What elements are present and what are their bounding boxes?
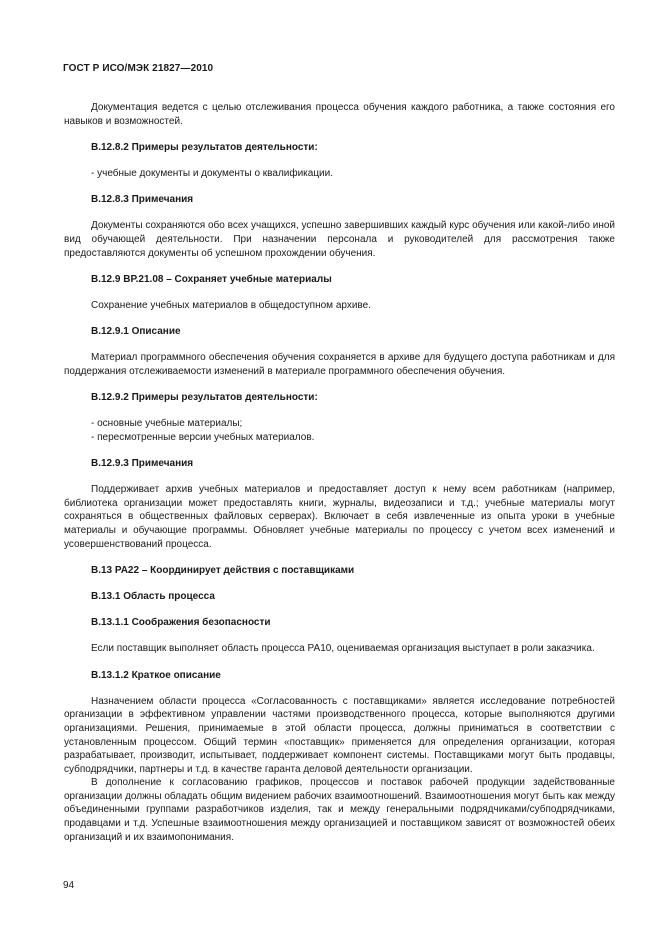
paragraph: Материал программного обеспечения обучения сохраняется в архиве для будущего доступа работникам и для поддержания отслеживаемости изменений в материале программного обеспечения обучения.: [64, 352, 615, 377]
paragraph: Назначением области процесса «Согласованность с поставщиками» является исследование потребностей организации в эффективном управлении частями производственного процесса, которые выполняются другими организациями. Решения, принимаемые в этой области процесса, должны приниматься в соответствии с установленным процессом. Общий термин «поставщик» применяется для определения организации, которая разрабатывает, производит, испытывает, поддерживает компонент системы. Поставщиками могут быть продавцы, субподрядчики, партнеры и т.д. в качестве гаранта деловой деятельности организации.: [64, 695, 615, 775]
section-heading: В.12.8.2 Примеры результатов деятельности:: [91, 141, 318, 153]
section-heading: В.13.1.2 Краткое описание: [91, 669, 221, 681]
section-heading: В.12.9.2 Примеры результатов деятельности:: [91, 392, 318, 404]
paragraph: Сохранение учебных материалов в общедоступном архиве.: [91, 299, 371, 311]
list-item: - учебные документы и документы о квалификации.: [91, 167, 334, 179]
section-heading: В.12.9 ВР.21.08 – Сохраняет учебные материалы: [91, 273, 332, 285]
paragraph: В дополнение к согласованию графиков, процессов и поставок рабочей продукции задействованные организации должны обладать общим видением рабочих взаимоотношений. Взаимоотношения могут быть как между объединенными группами разработчиков изделия, так и между генеральными подрядчиками/субподрядчиками, продавцами и т.д. Успешные взаимоотношения между организацией и поставщиком зависят от возможностей обеих организаций и их взаимопонимания.: [64, 777, 615, 843]
list-item: - основные учебные материалы;: [91, 418, 243, 430]
document-body: [64, 101, 615, 857]
section-heading: В.13.1.1 Соображения безопасности: [91, 617, 271, 629]
document-header: ГОСТ Р ИСО/МЭК 21827—2010: [63, 63, 214, 74]
section-heading: В.12.9.3 Примечания: [91, 458, 194, 470]
page-number: 94: [63, 880, 75, 891]
paragraph: Если поставщик выполняет область процесса РА10, оцениваемая организация выступает в роли заказчика.: [91, 643, 595, 655]
section-heading: В.13.1 Область процесса: [91, 590, 215, 602]
paragraph: Документы сохраняются обо всех учащихся, успешно завершивших каждый курс обучения или какой-либо иной вид обучающей деятельности. При назначении персонала и руководителей для рассмотрения также предоставляются документы об успешном прохождении обучения.: [64, 220, 615, 259]
section-heading: В.12.8.3 Примечания: [91, 194, 194, 206]
paragraph: Поддерживает архив учебных материалов и предоставляет доступ к нему всем работникам (например, библиотека организации может предоставлять книги, журналы, видеозаписи и т.д.; учебные материалы могут сохраняться в общественных файловых серверах). Включает в себя извлеченные из опыта уроки в учебные материалы и обучающие программы. Обновляет учебные материалы по процессу с учетом всех изменений и усовершенствований процесса.: [64, 484, 615, 550]
section-heading: В.13 РА22 – Координирует действия с поставщиками: [91, 564, 355, 576]
section-heading: В.12.9.1 Описание: [91, 326, 181, 338]
list-item: - пересмотренные версии учебных материалов.: [91, 431, 315, 443]
paragraph: Документация ведется с целью отслеживания процесса обучения каждого работника, а также состояния его навыков и возможностей.: [64, 102, 615, 127]
